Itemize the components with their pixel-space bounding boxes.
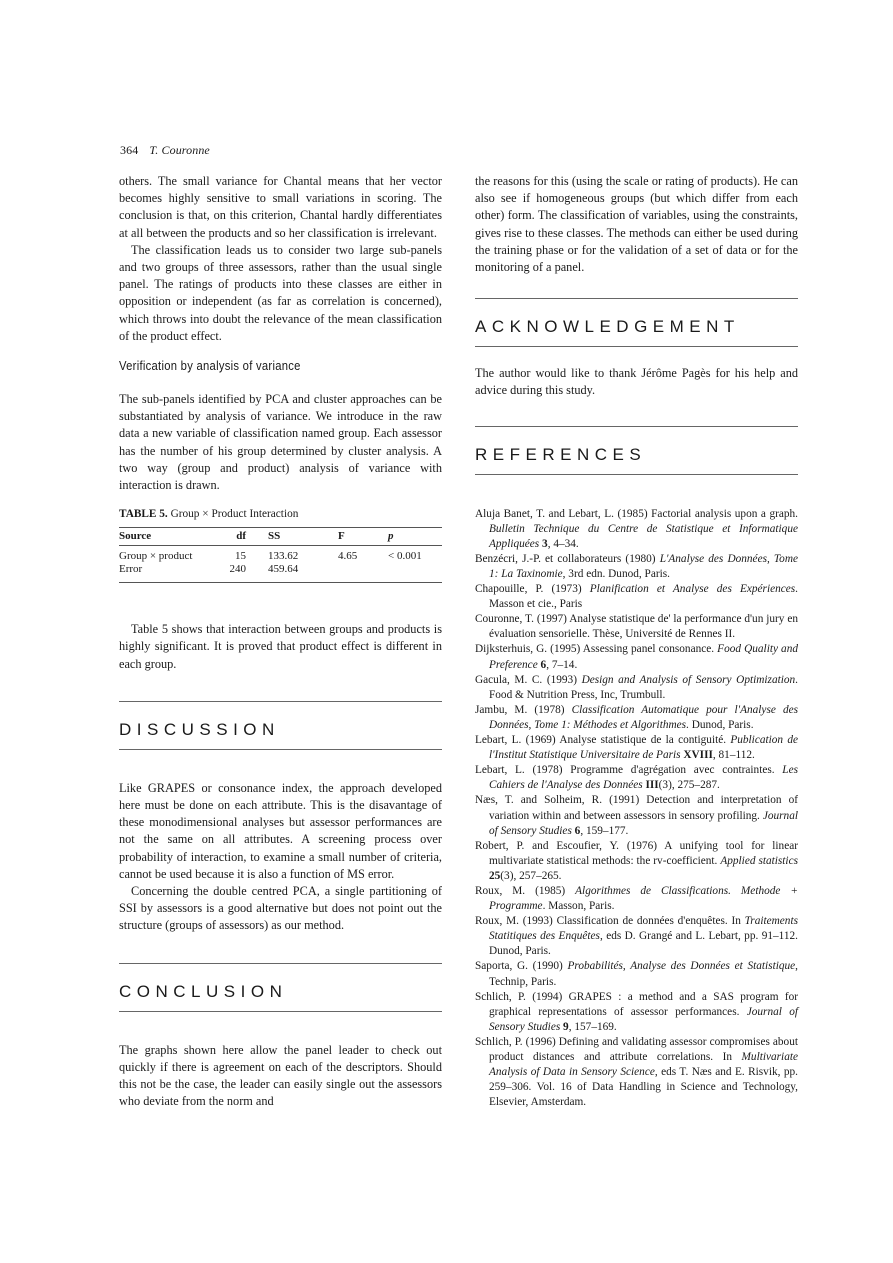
reference-part: , 159–177.: [580, 824, 629, 837]
reference-part: Algorithmes de Classifications. Methode + Programme: [489, 884, 798, 913]
reference-part: Planification et Analyse des Expériences: [589, 583, 796, 596]
reference-part: , Technip, Paris.: [489, 960, 798, 988]
reference-part: Næs, T. and Solheim, R. (1991) Detection and interpretation of variation within and between assessors in sensory profiling.: [475, 794, 798, 822]
reference-part: . Dunod, Paris.: [686, 718, 754, 731]
reference-part: 6: [571, 824, 581, 837]
reference-part: (3), 275–287.: [658, 779, 720, 792]
left-column: [119, 173, 442, 1111]
rule: [475, 298, 798, 299]
col-header: Source: [119, 528, 214, 546]
paragraph: The graphs shown here allow the panel leader to check out quickly if there is agreement on each of the descriptors. Should this not be the case, the leader can easily single out the assessors who deviate from the norm and: [119, 1042, 442, 1109]
table-cell: [338, 563, 388, 583]
reference-item: [475, 839, 798, 884]
reference-item: [475, 552, 798, 582]
table-cell: 240: [214, 563, 246, 583]
reference-part: III: [642, 779, 659, 792]
reference-part: , 7–14.: [546, 658, 578, 671]
reference-part: , 3rd edn. Dunod, Paris.: [562, 568, 670, 580]
reference-part: Schlich, P. (1994) GRAPES : a method and a SAS program for graphical representations of assessor performances.: [475, 990, 798, 1018]
reference-part: Schlich, P. (1996) Defining and validating assessor compromises about product distances and attribute correlations. In: [475, 1035, 798, 1063]
reference-part: Traitements Statitiques des Enquêtes: [489, 915, 798, 943]
table-row: [119, 546, 442, 564]
reference-part: Multivariate Analysis of Data in Sensory Science: [489, 1051, 798, 1079]
reference-part: . Masson et cie., Paris: [489, 583, 798, 611]
reference-part: Journal of Sensory Studies: [489, 809, 798, 837]
reference-part: Journal of Sensory Studies: [489, 1005, 798, 1033]
reference-part: Probabilités, Analyse des Données et Statistique: [567, 960, 796, 973]
reference-part: Food Quality and Preference: [489, 643, 799, 671]
reference-part: Couronne, T. (1997) Analyse statistique de' la performance d'un jury en évaluation sensorielle. Thèse, Université de Rennes II.: [475, 613, 798, 641]
section-title: REFERENCES: [475, 444, 647, 464]
reference-part: . Masson, Paris.: [542, 900, 615, 913]
paragraph: the reasons for this (using the scale or rating of products). He can also see if homogeneous groups (but which differ from each other) form. The classification of variables, using the constraints, gives rise to these classes. The methods can either be used during the training phase or for the validation of a set of data or for the monitoring of a panel.: [475, 174, 798, 275]
reference-item: [475, 733, 798, 763]
reference-part: Design and Analysis of Sensory Optimization: [581, 673, 796, 686]
reference-item: [475, 959, 798, 989]
reference-item: [475, 507, 798, 552]
paragraph: Table 5 shows that interaction between groups and products is highly significant. It is proved that product effect is different in each group.: [119, 622, 442, 671]
table-cell: 459.64: [246, 563, 338, 583]
table-caption: [119, 508, 442, 520]
reference-part: Gacula, M. C. (1993): [475, 673, 582, 686]
reference-part: Les Cahiers de l'Analyse des Données: [489, 764, 798, 792]
reference-item: [475, 990, 798, 1035]
table-cell: Error: [119, 563, 214, 583]
reference-part: . Food & Nutrition Press, Inc, Trumbull.: [489, 673, 798, 701]
table-header-row: [119, 528, 442, 546]
reference-item: [475, 703, 798, 733]
paragraph: The classification leads us to consider two large sub-panels and two groups of three assessors, rather than the usual single panel. The ratings of products into these classes are either in opposition or independent (as far as correlation is concerned), which throws into doubt the relevance of the mean classification of the product effect.: [119, 242, 442, 343]
reference-item: [475, 763, 798, 793]
paragraph: others. The small variance for Chantal means that her vector becomes highly sensitive to small variations in scoring. The conclusion is that, on this criterion, Chantal hardly differentiates at all between the products and so her classification is irrelevant.: [119, 174, 442, 240]
reference-part: Jambu, M. (1978): [475, 703, 572, 716]
reference-item: [475, 582, 798, 612]
page-number: 364: [120, 143, 139, 157]
table-cell: 15: [235, 550, 246, 563]
reference-item: [475, 1035, 798, 1110]
reference-part: L'Analyse des Données, Tome 1: La Taxinomie: [489, 552, 798, 580]
paragraph: The author would like to thank Jérôme Pagès for his help and advice during this study.: [475, 366, 798, 398]
reference-part: Benzécri, J.-P. et collaborateurs (1980): [475, 552, 660, 565]
table-row: [119, 563, 442, 583]
reference-item: [475, 673, 798, 703]
rule: [119, 963, 442, 964]
reference-part: Classification Automatique pour l'Analyse des Données, Tome 1: Méthodes et Algorithmes: [489, 703, 799, 731]
table-label: TABLE 5.: [119, 508, 168, 521]
running-author: T. Couronne: [149, 143, 210, 157]
section-title: DISCUSSION: [119, 719, 280, 739]
paragraph: Concerning the double centred PCA, a single partitioning of SSI by assessors is a good alternative but does not point out the structure (groups of assessors) as our method.: [119, 884, 442, 933]
rule: [475, 426, 798, 427]
reference-part: 3: [539, 537, 548, 550]
table-cell: < 0.001: [388, 550, 422, 563]
anova-table: [119, 527, 442, 583]
reference-part: , eds T. Næs and E. Risvik, pp. 259–306. Vol. 16 of Data Handling in Science and Technology, Elsevier, Amsterdam.: [489, 1066, 798, 1109]
table-cell: 133.62: [268, 550, 299, 563]
reference-part: Robert, P. and Escoufier, Y. (1976) A unifying tool for linear multivariate statistical methods: the rv-coefficient.: [475, 839, 798, 867]
reference-part: Bulletin Technique du Centre de Statistique et Informatique Appliquées: [489, 522, 798, 550]
table-cell: [388, 563, 442, 583]
section-title: ACKNOWLEDGEMENT: [475, 317, 740, 337]
references-section: [475, 426, 798, 505]
col-header: SS: [246, 528, 338, 546]
reference-part: Aluja Banet, T. and Lebart, L. (1985) Factorial analysis upon a graph.: [475, 507, 798, 520]
reference-item: [475, 793, 798, 838]
paragraph: The sub-panels identified by PCA and cluster approaches can be substantiated by analysis of variance. We introduce in the raw data a new variable of classification named group. Each assessor has the number of his group determined by cluster analysis. A two way (group and product) analysis of variance with interaction is drawn.: [119, 392, 442, 493]
reference-part: , 4–34.: [547, 537, 579, 550]
col-header: F: [338, 528, 388, 546]
reference-part: Lebart, L. (1969) Analyse statistique de la contiguité.: [475, 734, 731, 747]
acknowledgement-section: [475, 298, 798, 365]
table-cell: Group × product: [119, 550, 193, 563]
reference-part: Applied statistics: [720, 854, 798, 867]
paragraph: Like GRAPES or consonance index, the approach developed here must be done on each attribute. This is the disavantage of these monodimensional analyses but assessor performances are not the same on all attributes. A screening process over probability of interaction, to examine a small number of criteria, cannot be used because it is also a function of MS error.: [119, 780, 442, 881]
conclusion-section: [119, 963, 442, 1042]
right-column: [475, 173, 798, 1110]
col-header: p: [388, 528, 442, 546]
subheading: Verification by analysis of variance: [119, 359, 301, 374]
section-title: CONCLUSION: [119, 981, 288, 1001]
discussion-section: [119, 701, 442, 780]
reference-part: Roux, M. (1993) Classification de données d'enquêtes. In: [475, 915, 745, 928]
reference-part: , 81–112.: [712, 749, 755, 762]
reference-list: [475, 507, 798, 1111]
reference-part: Dijksterhuis, G. (1995) Assessing panel consonance.: [475, 643, 718, 656]
running-header: [120, 143, 210, 158]
reference-part: Chapouille, P. (1973): [475, 583, 590, 596]
reference-part: Publication de l'Institut Statistique Universitaire de Paris: [489, 734, 798, 762]
reference-part: Lebart, L. (1978) Programme d'agrégation avec contraintes.: [475, 764, 783, 777]
rule: [119, 701, 442, 702]
reference-part: 6: [537, 658, 547, 671]
reference-part: , eds D. Grangé and L. Lebart, pp. 91–112. Dunod, Paris.: [489, 930, 798, 958]
reference-item: [475, 914, 798, 959]
reference-part: 25: [489, 869, 501, 882]
reference-item: [475, 612, 798, 642]
table-cell: 4.65: [338, 550, 358, 563]
reference-part: Roux, M. (1985): [475, 884, 576, 897]
table-title: Group × Product Interaction: [170, 508, 299, 521]
reference-item: [475, 642, 798, 672]
reference-part: 9: [560, 1020, 569, 1033]
col-header: df: [214, 528, 246, 546]
reference-item: [475, 884, 798, 914]
reference-part: Saporta, G. (1990): [475, 960, 568, 973]
reference-part: (3), 257–265.: [500, 869, 562, 882]
reference-part: XVIII: [680, 749, 713, 762]
reference-part: , 157–169.: [568, 1020, 617, 1033]
